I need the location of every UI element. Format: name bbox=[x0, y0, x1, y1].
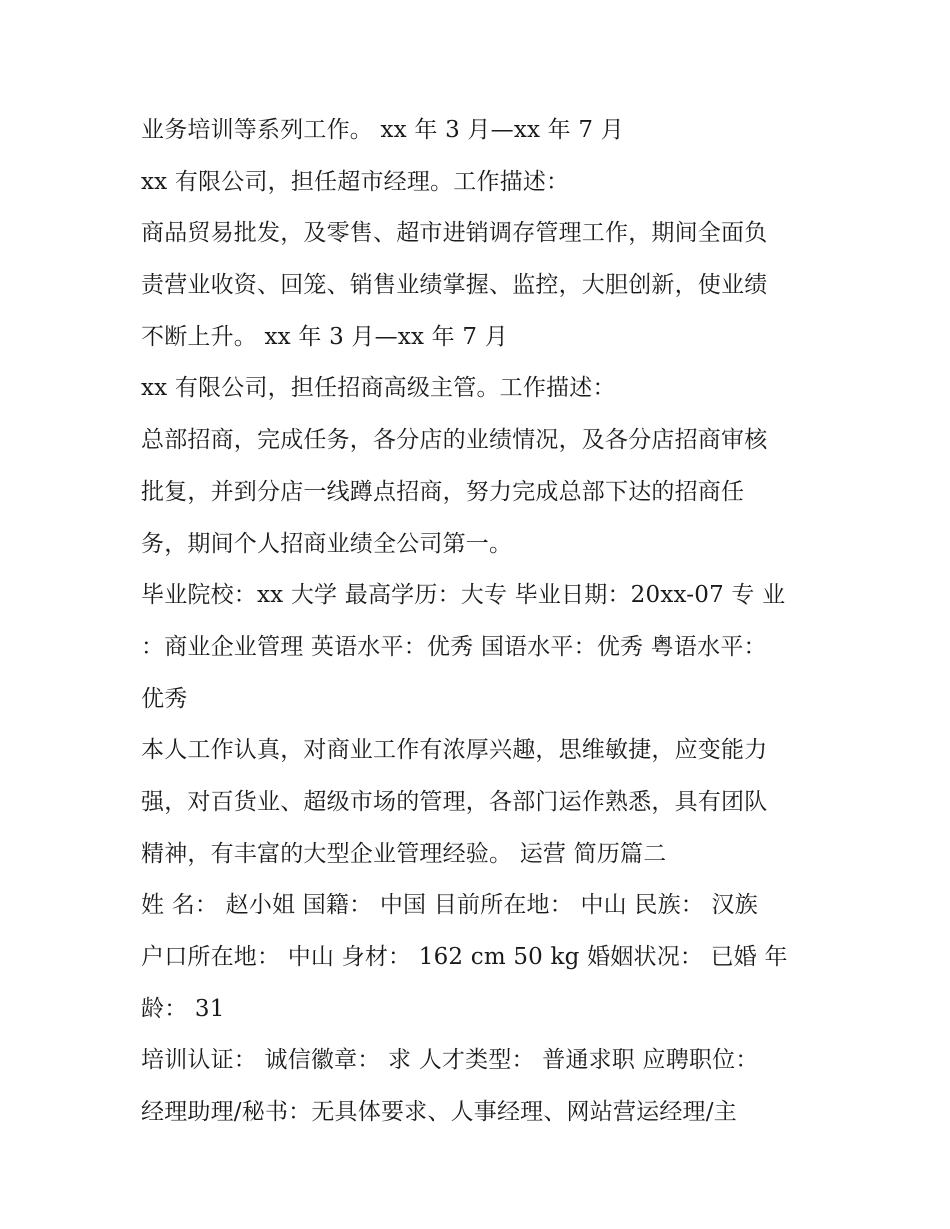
text-line: 批复，并到分店一线蹲点招商，努力完成总部下达的招商任 bbox=[141, 478, 745, 505]
body-text bbox=[141, 105, 821, 1139]
text-line: 不断上升。 xx 年 3 月—xx 年 7 月 bbox=[141, 323, 508, 350]
text-line: 优秀 bbox=[141, 685, 188, 712]
text-line: ：商业企业管理 英语水平：优秀 国语水平：优秀 粤语水平： bbox=[141, 633, 767, 660]
text-line: 精神，有丰富的大型企业管理经验。 运营 简历篇二 bbox=[141, 840, 667, 867]
text-line: 总部招商，完成任务，各分店的业绩情况，及各分店招商审核 bbox=[141, 427, 768, 454]
text-line: 强，对百货业、超级市场的管理，各部门运作熟悉，具有团队 bbox=[141, 788, 768, 815]
text-line: xx 有限公司，担任超市经理。工作描述： bbox=[141, 168, 570, 195]
text-line: 毕业院校：xx 大学 最高学历：大专 毕业日期：20xx-07 专 业 bbox=[141, 582, 786, 609]
text-line: 商品贸易批发，及零售、超市进销调存管理工作，期间全面负 bbox=[141, 220, 768, 247]
text-line: 户口所在地： 中山 身材： 162 cm 50 kg 婚姻状况： 已婚 年 bbox=[141, 944, 788, 970]
text-line: 业务培训等系列工作。 xx 年 3 月—xx 年 7 月 bbox=[141, 117, 624, 143]
text-line: 经理助理/秘书：无具体要求、人事经理、网站营运经理/主 bbox=[141, 1099, 737, 1126]
text-line: 培训认证： 诚信徽章： 求 人才类型： 普通求职 应聘职位： bbox=[141, 1047, 759, 1074]
text-line: 龄： 31 bbox=[141, 995, 225, 1022]
text-line: 本人工作认真，对商业工作有浓厚兴趣，思维敏捷，应变能力 bbox=[141, 737, 768, 764]
text-line: 责营业收资、回笼、销售业绩掌握、监控，大胆创新，使业绩 bbox=[141, 272, 768, 299]
text-line: xx 有限公司，担任招商高级主管。工作描述： bbox=[141, 375, 616, 402]
text-line: 姓 名： 赵小姐 国籍： 中国 目前所在地： 中山 民族： 汉族 bbox=[141, 892, 758, 919]
text-line: 务，期间个人招商业绩全公司第一。 bbox=[141, 530, 513, 557]
